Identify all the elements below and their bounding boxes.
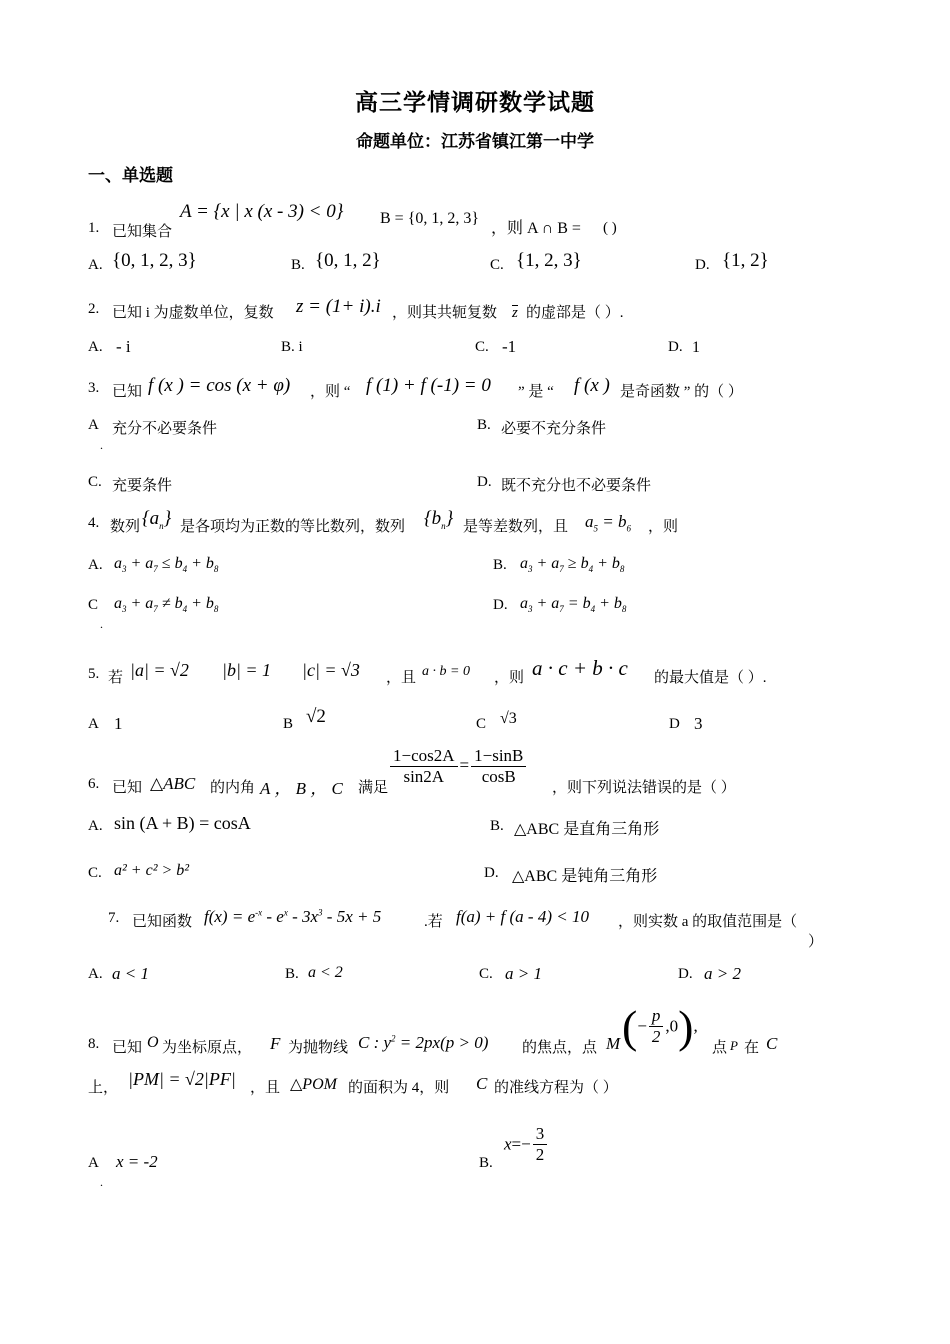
q8-option-a-label: A <box>88 1155 99 1171</box>
q6-option-c-label: C. <box>88 865 102 881</box>
q4-option-a-label: A. <box>88 557 103 573</box>
question-6-p3: 满足 <box>358 780 389 796</box>
q2-option-a-label: A. <box>88 339 103 355</box>
question-4-an: $\{a_n\}$ <box>142 508 172 531</box>
question-8-point-m: M <box>606 1034 621 1053</box>
q3-option-a-label: A <box>88 417 99 433</box>
question-8-focus: F <box>270 1034 281 1053</box>
q3-option-b-label: B. <box>477 417 491 433</box>
question-6-equation: $\frac{1-\cos 2A}{\sin 2A}$ = $\frac{1-\sin B}{\cos B}$ <box>388 746 528 787</box>
question-3-cond: f (1) + f (-1) = 0 <box>366 375 491 396</box>
question-3-fx: f (x ) <box>574 375 610 396</box>
q3-option-a-value: 充分不必要条件 <box>112 421 218 437</box>
question-4-p3: 是等差数列，且 <box>463 519 569 535</box>
question-4-bn: $\{b_n\}$ <box>424 508 454 531</box>
question-6-number: 6. <box>88 776 100 792</box>
question-4-tail: ，则 <box>648 519 679 535</box>
q2-option-c-label: C. <box>475 339 489 355</box>
question-8-line2a: 上， <box>88 1080 119 1096</box>
q5-option-a-value: 1 <box>114 714 123 733</box>
question-8-curve: C <box>766 1034 778 1053</box>
question-8-origin: O <box>147 1034 159 1051</box>
question-1-set-b: B = {0, 1, 2, 3} <box>380 210 480 227</box>
question-6-tail: ，则下列说法错误的是（ ） <box>552 780 736 796</box>
q2-option-b-label: B. i <box>281 339 303 355</box>
question-5-cond-c: |c| = √3 <box>302 660 360 680</box>
q8-option-b-label: B. <box>479 1155 493 1171</box>
question-8-p5: 点 <box>712 1040 728 1056</box>
question-7-expr: $f(x) = e^{-x} - e^x - 3x^3 - 5x + 5$ <box>204 907 382 926</box>
q2-option-d-label: D. <box>668 339 683 355</box>
question-3-mid: ，则 “ <box>310 384 351 400</box>
question-4-p2: 是各项均为正数的等比数列，数列 <box>180 519 406 535</box>
question-2-ask: ，则其共轭复数 <box>392 305 498 321</box>
q7-option-d-value: a > 2 <box>704 964 741 983</box>
question-8-p6: 在 <box>744 1040 760 1056</box>
question-8-point-m-coords: (− $\frac{p}{2}$ ,0), <box>622 1001 698 1052</box>
eq-right-numerator: 1−sinB <box>471 746 526 767</box>
question-1-set-a: A = {x | x (x - 3) < 0} <box>180 201 344 222</box>
question-8-curve-2: C <box>476 1074 488 1093</box>
question-7-p1: 已知函数 <box>132 914 193 930</box>
question-3-mid2: ” 是 “ <box>518 384 554 400</box>
q7-option-b-value: a < 2 <box>308 964 343 981</box>
question-6-p1: 已知 <box>112 780 143 796</box>
question-8-line2c: 的面积为 4，则 <box>348 1080 450 1096</box>
question-8-cond: |PM| = √2|PF| <box>128 1069 236 1089</box>
q7-option-a-label: A. <box>88 966 103 982</box>
q4-option-c-value: $a_3 + a_7 \ne b_4 + b_8$ <box>114 595 219 615</box>
q5-option-c-value: √3 <box>500 710 517 727</box>
q6-option-b-label: B. <box>490 818 504 834</box>
question-8-p1: 已知 <box>112 1040 143 1056</box>
q6-option-b-value: △ABC 是直角三角形 <box>514 821 660 838</box>
q7-option-b-label: B. <box>285 966 299 982</box>
question-4-number: 4. <box>88 515 100 531</box>
q4-option-b-value: $a_3 + a_7 \ge b_4 + b_8$ <box>520 555 625 575</box>
q2-option-c-value: -1 <box>502 337 517 356</box>
q1-option-b-label: B. <box>291 257 305 273</box>
question-4-cond: $a_5 = b_6$ <box>585 512 631 534</box>
question-2-zbar: z <box>512 305 518 321</box>
question-5-cond-ab: a · b = 0 <box>422 664 470 679</box>
question-7-tail: ，则实数 a 的取值范围是（ <box>618 914 798 930</box>
eq-left-denominator: sin2A <box>403 767 445 786</box>
question-5-cond-b: |b| = 1 <box>222 660 272 680</box>
q7-option-d-label: D. <box>678 966 693 982</box>
q5-option-c-label: C <box>476 716 487 732</box>
question-8-parabola: C : $y^2 = 2px(p > 0)$ <box>358 1033 489 1052</box>
question-2-stem: 已知 i 为虚数单位，复数 <box>112 305 274 321</box>
q2-option-a-value: - i <box>116 337 131 356</box>
question-3-stem: 已知 <box>112 384 143 400</box>
question-1-paren: ( ) <box>603 220 617 236</box>
question-5-number: 5. <box>88 666 100 682</box>
q4-option-b-label: B. <box>493 557 507 573</box>
question-5-expr: a · c + b · c <box>532 656 628 680</box>
q8-option-a-dot: . <box>100 1175 103 1189</box>
question-7-number: 7. <box>108 910 120 926</box>
q1-option-a-value: {0, 1, 2, 3} <box>112 250 197 271</box>
q3-option-d-label: D. <box>477 474 492 490</box>
q1-option-a-label: A. <box>88 257 103 273</box>
q1-option-c-value: {1, 2, 3} <box>516 250 582 271</box>
q5-option-b-value: √2 <box>306 706 326 727</box>
question-7-close: ） <box>808 934 824 950</box>
q6-option-a-label: A. <box>88 818 103 834</box>
q6-option-d-label: D. <box>484 865 499 881</box>
page-subtitle: 命题单位：江苏省镇江第一中学 <box>356 132 594 151</box>
question-6-p2: 的内角 <box>210 780 256 796</box>
q3-option-a-dot: . <box>100 438 103 452</box>
q1-option-d-label: D. <box>695 257 710 273</box>
question-8-p4: 的焦点，点 <box>522 1040 598 1056</box>
q3-option-b-value: 必要不充分条件 <box>501 421 607 437</box>
question-5-p3: ，则 <box>494 670 525 686</box>
q5-option-d-label: D <box>669 716 680 732</box>
q3-option-c-value: 充要条件 <box>112 478 173 494</box>
question-5-tail: 的最大值是（ ）. <box>654 670 767 686</box>
question-5-cond-a: |a| = √2 <box>130 660 189 680</box>
question-5-p2: ，且 <box>386 670 417 686</box>
q4-option-c-dot: . <box>100 617 103 631</box>
q6-option-d-value: △ABC 是钝角三角形 <box>512 868 658 885</box>
question-2-expr: z = (1+ i).i <box>296 296 381 317</box>
question-4-p1: 数列 <box>110 519 141 535</box>
question-1-ask: ，则 A ∩ B = <box>491 220 581 237</box>
eq-right-denominator: cosB <box>481 767 516 786</box>
q7-option-a-value: a < 1 <box>112 964 149 983</box>
q1-option-b-value: {0, 1, 2} <box>315 250 381 271</box>
q4-option-d-value: $a_3 + a_7 = b_4 + b_8$ <box>520 595 627 615</box>
q6-option-a-value: sin (A + B) = cosA <box>114 813 251 833</box>
q6-option-c-value: a² + c² > b² <box>114 862 190 879</box>
q7-option-c-value: a > 1 <box>505 964 542 983</box>
question-1-number: 1. <box>88 220 100 236</box>
question-7-p2: .若 <box>424 914 443 930</box>
question-6-triangle: △ABC <box>150 774 196 793</box>
q4-option-c-label: C <box>88 597 99 613</box>
q1-option-c-label: C. <box>490 257 504 273</box>
question-8-number: 8. <box>88 1036 100 1052</box>
eq-left-numerator: 1−cos2A <box>390 746 458 767</box>
question-2-tail: 的虚部是（ ）. <box>526 305 624 321</box>
question-5-p1: 若 <box>108 670 124 686</box>
q2-option-d-value: 1 <box>692 339 700 356</box>
q5-option-b-label: B <box>283 716 294 732</box>
question-1-stem: 已知集合 <box>112 224 173 240</box>
question-8-area-triangle: △POM <box>290 1076 337 1093</box>
q8-option-a-value: x = -2 <box>116 1152 158 1171</box>
section-heading: 一、单选题 <box>88 166 173 185</box>
q4-option-d-label: D. <box>493 597 508 613</box>
q8-option-b-value: x=− $\frac{3}{2}$ <box>504 1124 549 1165</box>
question-6-angles: A ， B ， C <box>260 779 343 798</box>
question-7-cond: f(a) + f (a - 4) < 10 <box>456 907 589 926</box>
question-8-p3: 为抛物线 <box>288 1040 349 1056</box>
question-8-point-p: P <box>730 1038 738 1053</box>
question-3-tail: 是奇函数 ” 的（ ） <box>620 384 743 400</box>
question-8-line2b: ，且 <box>250 1080 281 1096</box>
q5-option-d-value: 3 <box>694 714 703 733</box>
q7-option-c-label: C. <box>479 966 493 982</box>
q1-option-d-value: {1, 2} <box>722 250 769 271</box>
question-8-p2: 为坐标原点， <box>162 1040 253 1056</box>
question-3-number: 3. <box>88 380 100 396</box>
question-2-number: 2. <box>88 301 100 317</box>
question-8-line2d: 的准线方程为（ ） <box>494 1080 618 1096</box>
q5-option-a-label: A <box>88 716 99 732</box>
q4-option-a-value: $a_3 + a_7 \le b_4 + b_8$ <box>114 555 219 575</box>
page-title: 高三学情调研数学试题 <box>355 90 595 115</box>
q3-option-c-label: C. <box>88 474 102 490</box>
q3-option-d-value: 既不充分也不必要条件 <box>501 478 652 494</box>
question-3-expr: f (x ) = cos (x + φ) <box>148 375 291 396</box>
